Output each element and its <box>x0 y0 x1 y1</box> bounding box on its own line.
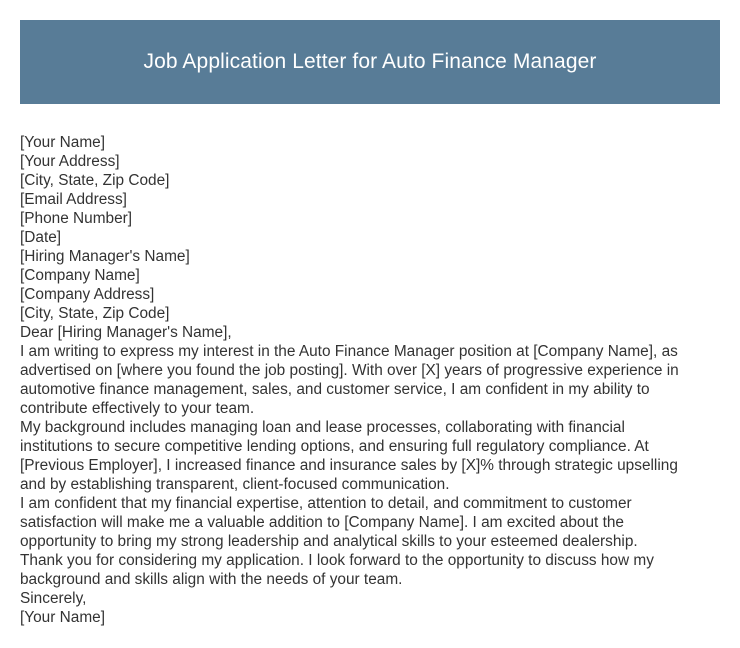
paragraph-line: contribute effectively to your team. <box>20 400 255 417</box>
recipient-company-name: [Company Name] <box>20 267 140 284</box>
paragraph-line: Thank you for considering my application. I look forward to the opportunity to discuss how my <box>20 552 654 569</box>
paragraph-background <box>20 418 720 494</box>
paragraph-introduction <box>20 342 720 418</box>
paragraph-line: satisfaction will make me a valuable addition to [Company Name]. I am excited about the <box>20 514 624 531</box>
paragraph-line: automotive finance management, sales, and customer service, I am confident in my ability to <box>20 381 650 398</box>
letter-body <box>20 133 720 627</box>
sender-address: [Your Address] <box>20 153 120 170</box>
sender-phone: [Phone Number] <box>20 210 133 227</box>
paragraph-line: opportunity to bring my strong leadership and analytical skills to your esteemed dealership. <box>20 533 638 550</box>
paragraph-line: and by establishing transparent, client-focused communication. <box>20 476 450 493</box>
paragraph-line: My background includes managing loan and lease processes, collaborating with financial <box>20 419 625 436</box>
paragraph-thanks <box>20 551 720 589</box>
letter-date: [Date] <box>20 229 62 246</box>
sender-city-state-zip: [City, State, Zip Code] <box>20 172 170 189</box>
sender-email: [Email Address] <box>20 191 127 208</box>
recipient-city-state-zip: [City, State, Zip Code] <box>20 305 170 322</box>
recipient-company-address: [Company Address] <box>20 286 155 303</box>
closing: Sincerely, <box>20 590 87 607</box>
signature-name: [Your Name] <box>20 609 105 626</box>
page-title: Job Application Letter for Auto Finance Manager <box>143 50 597 73</box>
paragraph-line: I am writing to express my interest in the Auto Finance Manager position at [Company Name], as <box>20 343 678 360</box>
paragraph-line: I am confident that my financial expertise, attention to detail, and commitment to customer <box>20 495 632 512</box>
salutation: Dear [Hiring Manager's Name], <box>20 324 232 341</box>
title-banner <box>20 20 720 104</box>
paragraph-line: [Previous Employer], I increased finance and insurance sales by [X]% through strategic upselling <box>20 457 678 474</box>
recipient-hiring-manager: [Hiring Manager's Name] <box>20 248 190 265</box>
paragraph-line: background and skills align with the needs of your team. <box>20 571 403 588</box>
paragraph-line: advertised on [where you found the job posting]. With over [X] years of progressive experience in <box>20 362 679 379</box>
paragraph-line: institutions to secure competitive lending options, and ensuring full regulatory compliance. At <box>20 438 649 455</box>
paragraph-confidence <box>20 494 720 551</box>
sender-name: [Your Name] <box>20 134 105 151</box>
